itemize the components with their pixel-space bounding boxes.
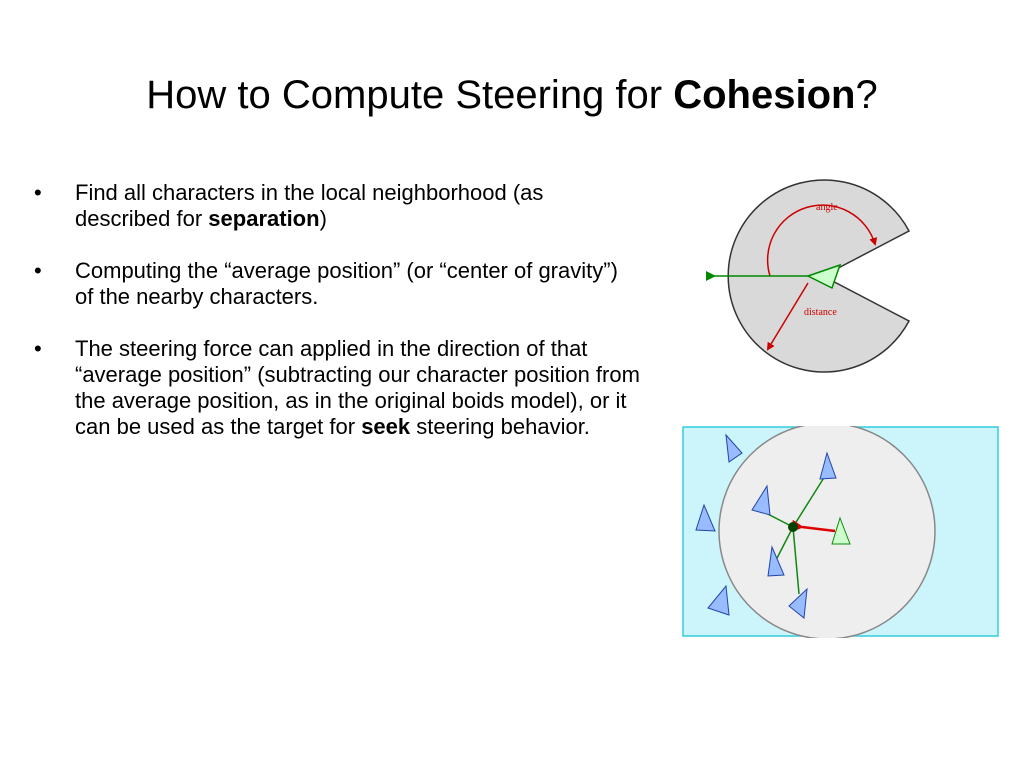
title-emphasis: Cohesion xyxy=(673,73,856,117)
title-text: How to Compute Steering for xyxy=(146,73,674,117)
bullet-text: Computing the “average position” (or “center of gravity”) of the nearby characters. xyxy=(75,258,618,309)
center-of-gravity-dot xyxy=(788,522,798,532)
bullet-text: The steering force can applied in the direction of that “average position” (subtracting our character position from the average position, as in the original boids model), or it can be used as the target for xyxy=(75,336,640,439)
distance-label: distance xyxy=(804,307,837,318)
neighborhood-diagram xyxy=(700,178,915,374)
bullet-dot: • xyxy=(34,180,42,205)
bullet-item xyxy=(30,336,640,440)
bullet-text-end: steering behavior. xyxy=(410,414,590,439)
bullet-emphasis: seek xyxy=(361,414,411,439)
bullet-emphasis: separation xyxy=(208,206,320,231)
bullet-item xyxy=(30,258,640,310)
angle-label: angle xyxy=(816,202,838,213)
bullet-dot: • xyxy=(34,258,42,283)
bullet-item xyxy=(30,180,640,232)
title-question-mark: ? xyxy=(855,73,878,117)
bullet-dot: • xyxy=(34,336,42,361)
slide-title xyxy=(0,70,1024,120)
cohesion-diagram xyxy=(682,426,1000,638)
bullet-text: Find all characters in the local neighborhood (as described for xyxy=(75,180,544,231)
bullet-list xyxy=(30,180,640,466)
bullet-text-end: ) xyxy=(319,206,327,231)
